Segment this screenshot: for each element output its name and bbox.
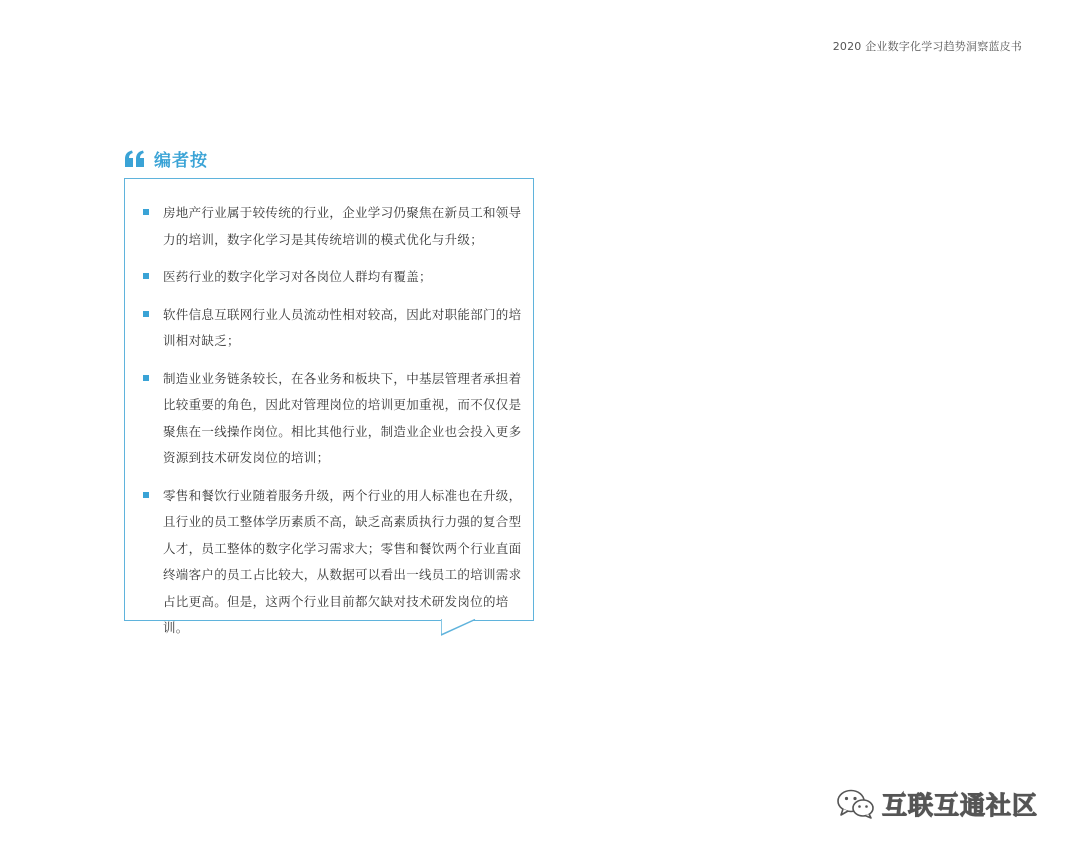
note-text: 医药行业的数字化学习对各岗位人群均有覆盖； <box>163 269 432 284</box>
watermark-text: 互联互通社区 <box>882 791 1039 820</box>
note-text: 软件信息互联网行业人员流动性相对较高，因此对职能部门的培训相对缺乏； <box>163 306 522 348</box>
watermark <box>836 786 1038 822</box>
list-item <box>143 264 523 291</box>
bullet-icon <box>143 492 149 498</box>
section-heading <box>124 146 208 171</box>
list-item <box>143 483 523 642</box>
bullet-icon <box>143 209 149 215</box>
section-heading-label: 编者按 <box>154 151 208 171</box>
note-text: 房地产行业属于较传统的行业，企业学习仍聚焦在新员工和领导力的培训，数字化学习是其传统培训的模式优化与升级； <box>163 205 522 247</box>
list-item <box>143 366 523 472</box>
bullet-icon <box>143 311 149 317</box>
document-title: 2020 企业数字化学习趋势洞察蓝皮书 <box>832 40 1022 53</box>
bullet-icon <box>143 375 149 381</box>
note-text: 零售和餐饮行业随着服务升级，两个行业的用人标准也在升级，且行业的员工整体学历素质不高，缺乏高素质执行力强的复合型人才，员工整体的数字化学习需求大；零售和餐饮两个行业直面终端客户的员工占比较大，从数据可以看出一线员工的培训需求占比更高。但是，这两个行业目前都欠缺对技术研发岗位的培训。 <box>163 487 522 635</box>
bullet-icon <box>143 273 149 279</box>
wechat-icon <box>836 788 876 820</box>
note-list <box>143 200 523 653</box>
list-item <box>143 200 523 253</box>
note-text: 制造业业务链条较长，在各业务和板块下，中基层管理者承担着比较重要的角色，因此对管理岗位的培训更加重视，而不仅仅是聚焦在一线操作岗位。相比其他行业，制造业企业也会投入更多资源到技术研发岗位的培训； <box>163 370 522 465</box>
quote-icon <box>124 150 146 168</box>
list-item <box>143 302 523 355</box>
